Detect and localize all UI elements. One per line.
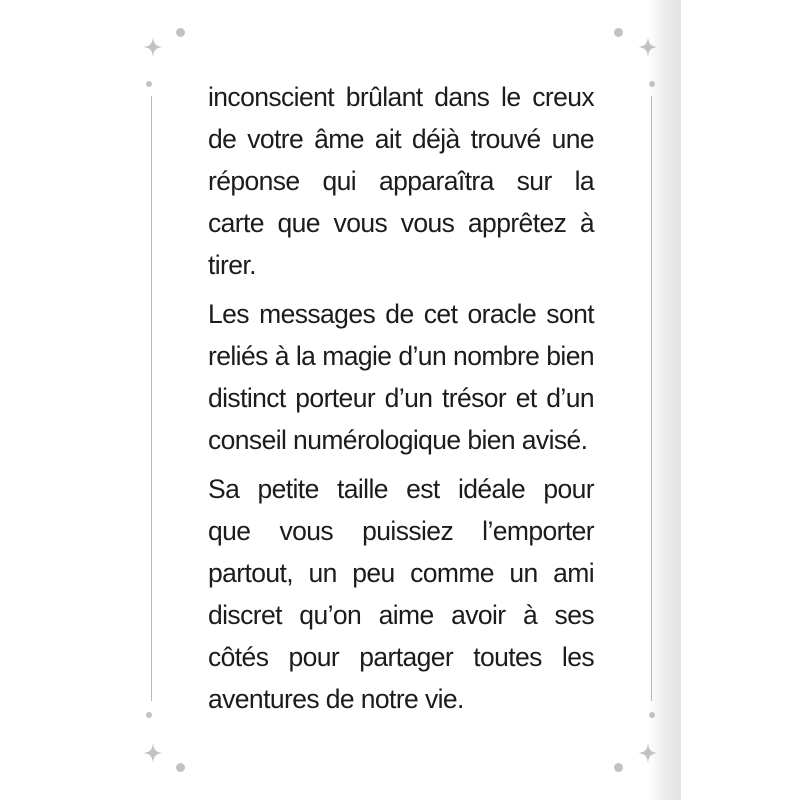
dot-icon: [614, 28, 623, 37]
text-line: que vous puissiez l’emporter: [208, 516, 594, 546]
text-line: conseil numérologique bien avisé.: [208, 425, 588, 455]
dot-icon: [176, 763, 185, 772]
text-line: réponse qui apparaîtra sur la: [208, 166, 594, 196]
text-line: carte que vous vous apprêtez à: [208, 208, 594, 238]
text-line: de votre âme ait déjà trouvé une: [208, 124, 594, 154]
sparkle-icon: [637, 742, 659, 764]
text-line: côtés pour partager toutes les: [208, 642, 594, 672]
paragraph: [208, 293, 594, 461]
text-line: distinct porteur d’un trésor et d’un: [208, 383, 594, 413]
dot-icon: [649, 712, 655, 718]
body-text: [208, 76, 594, 727]
paragraph: [208, 468, 594, 720]
text-line: inconscient brûlant dans le creux: [208, 82, 594, 112]
frame-line-left: [151, 96, 152, 701]
paragraph: [208, 76, 594, 286]
text-line: partout, un peu comme un ami: [208, 558, 594, 588]
dot-icon: [649, 81, 655, 87]
sparkle-icon: [142, 36, 164, 58]
dot-icon: [176, 28, 185, 37]
dot-icon: [614, 763, 623, 772]
frame-line-right: [651, 96, 652, 701]
text-line: Sa petite taille est idéale pour: [208, 474, 594, 504]
sparkle-icon: [637, 36, 659, 58]
sparkle-icon: [142, 742, 164, 764]
text-line: discret qu’on aime avoir à ses: [208, 600, 594, 630]
text-line: reliés à la magie d’un nombre bien: [208, 341, 594, 371]
dot-icon: [146, 712, 152, 718]
text-line: tirer.: [208, 250, 256, 280]
text-line: Les messages de cet oracle sont: [208, 299, 594, 329]
text-line: aventures de notre vie.: [208, 684, 464, 714]
dot-icon: [146, 81, 152, 87]
